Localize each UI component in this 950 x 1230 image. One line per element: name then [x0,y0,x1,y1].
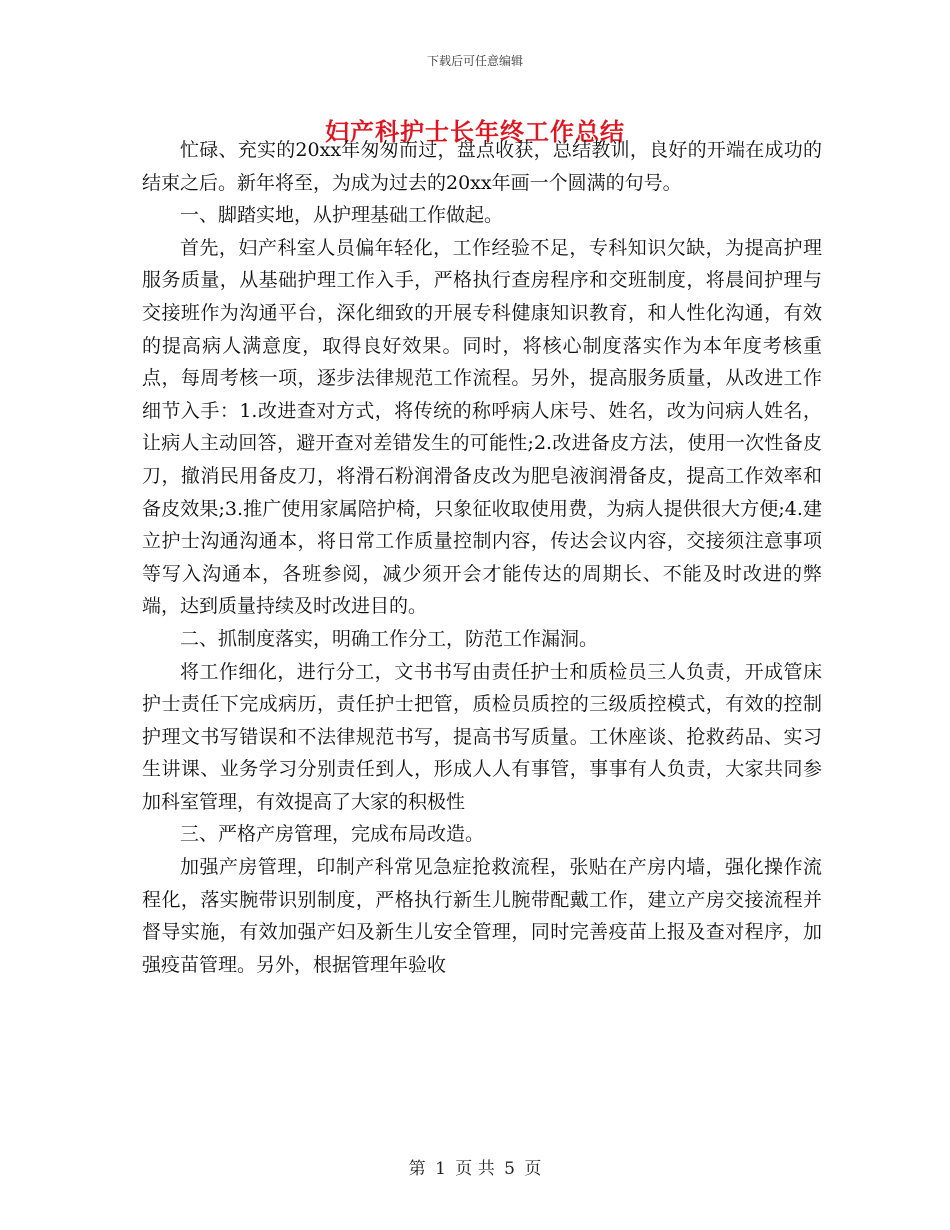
paragraph-section-2: 将工作细化，进行分工，文书书写由责任护士和质检员三人负责，开成管床护士责任下完成病历，责任护士把管，质检员质控的三级质控模式，有效的控制护理文书写错误和不法律规范书写，提高书写质量。工休座谈、抢救药品、实习生讲课、业务学习分别责任到人，形成人人有事管，事事有人负责，大家共同参加科室管理，有效提高了大家的积极性 [142,660,822,813]
paragraph-section-3: 加强产房管理，印制产科常见急症抢救流程，张贴在产房内墙，强化操作流程化，落实腕带识别制度，严格执行新生儿腕带配戴工作，建立产房交接流程并督导实施，有效加强产妇及新生儿安全管理，同时完善疫苗上报及查对程序，加强疫苗管理。另外，根据管理年验收 [142,856,822,976]
footer-middle: 页 共 [455,1159,495,1179]
section-heading-3: 三、严格产房管理，完成布局改造。 [180,823,485,846]
footer-prefix: 第 [408,1159,426,1179]
paragraph-section-1: 首先，妇产科室人员偏年轻化，工作经验不足，专科知识欠缺，为提高护理服务质量，从基础护理工作入手，严格执行查房程序和交班制度，将晨间护理与交接班作为沟通平台，深化细致的开展专科健康知识教育，和人性化沟通，有效的提高病人满意度，取得良好效果。同时，将核心制度落实作为本年度考核重点，每周考核一项，逐步法律规范工作流程。另外，提高服务质量，从改进工作细节入手：1.改进查对方式，将传统的称呼病人床号、姓名，改为问病人姓名，让病人主动回答，避开查对差错发生的可能性;2.改进备皮方法，使用一次性备皮刀，撤消民用备皮刀，将滑石粉润滑备皮改为肥皂液润滑备皮，提高工作效率和备皮效果;3.推广使用家属陪护椅，只象征收取使用费，为病人提供很大方便;4.建立护士沟通沟通本，将日常工作质量控制内容，传达会议内容，交接须注意事项等写入沟通本，各班参阅，减少须开会才能传达的周期长、不能及时改进的弊端，达到质量持续及时改进目的。 [142,236,822,618]
header-note: 下载后可任意编辑 [426,54,523,68]
page-footer [0,1154,950,1179]
footer-total-pages: 5 [504,1159,515,1179]
section-heading-1: 一、脚踏实地，从护理基础工作做起。 [180,204,504,227]
section-heading-2: 二、抓制度落实，明确工作分工，防范工作漏洞。 [180,627,599,650]
footer-suffix: 页 [524,1159,542,1179]
footer-page-number: 1 [435,1159,446,1179]
document-body [142,134,822,981]
document-title: 妇产科护士长年终工作总结 [325,117,625,146]
paragraph-intro: 忙碌、充实的20xx年匆匆而过，盘点收获，总结教训，良好的开端在成功的结束之后。新年将至，为成为过去的20xx年画一个圆满的句号。 [142,139,822,194]
